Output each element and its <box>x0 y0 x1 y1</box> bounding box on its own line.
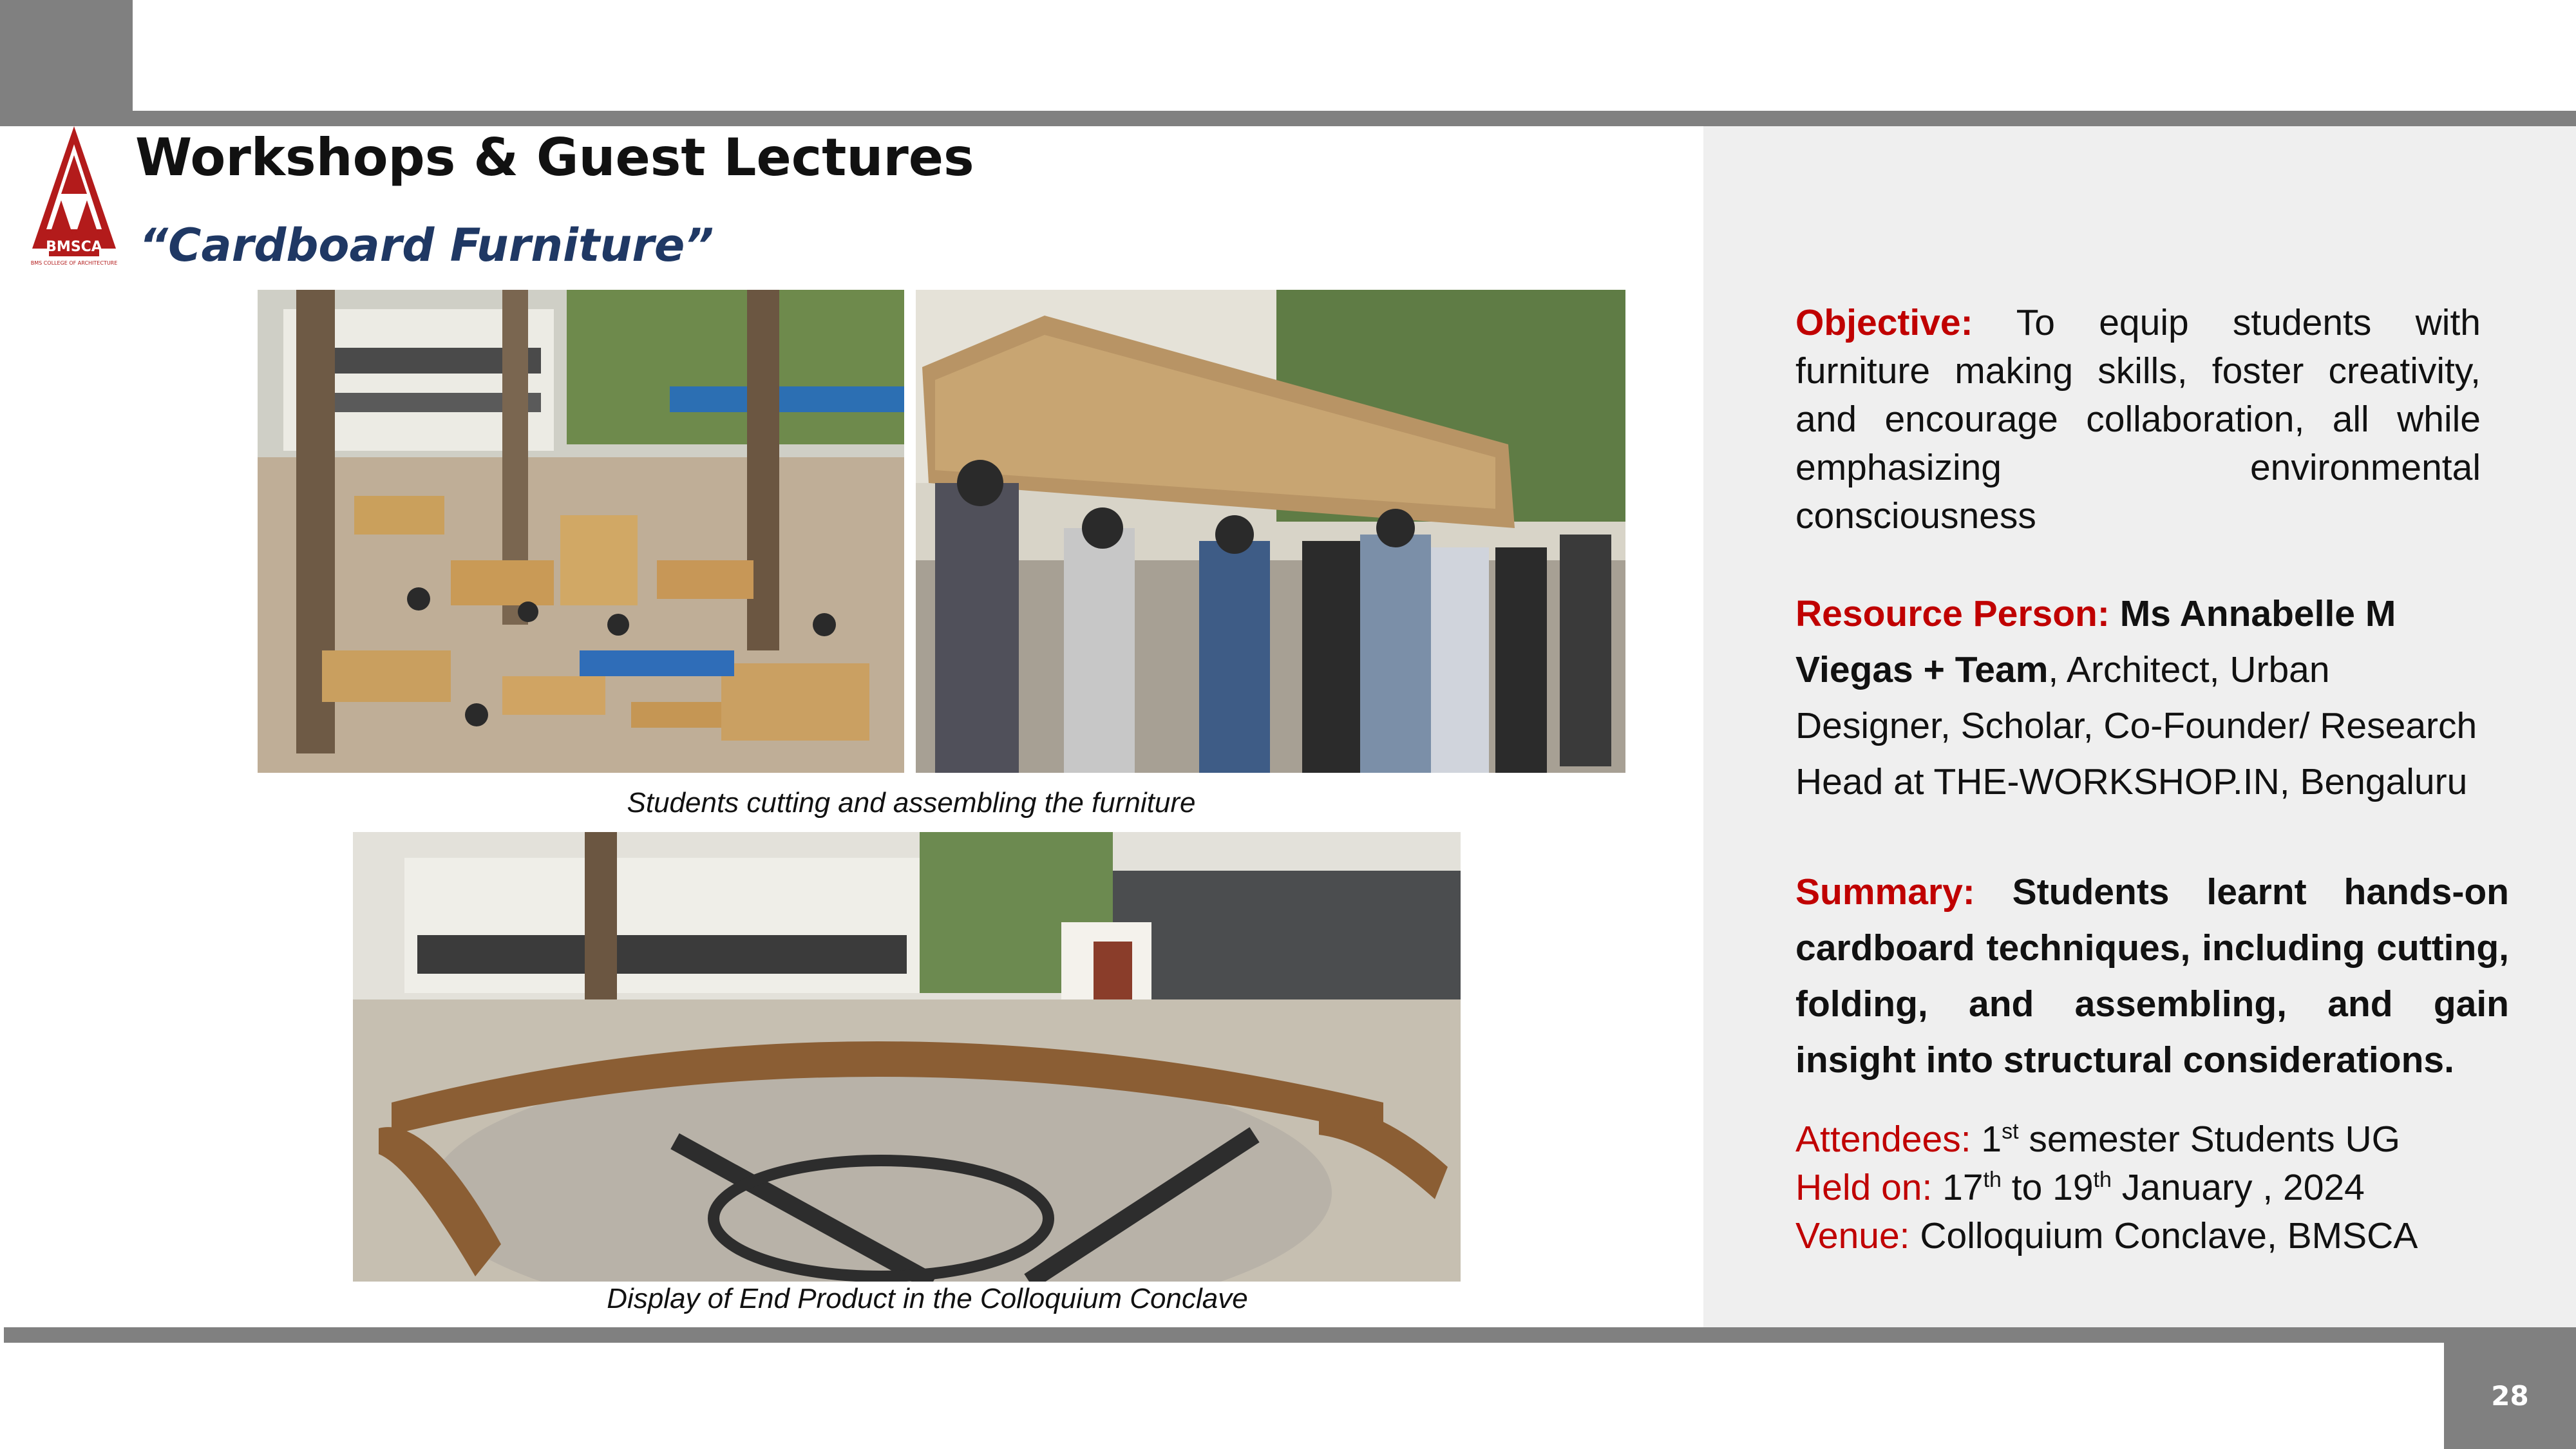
venue-line <box>1795 1212 2504 1260</box>
college-logo <box>26 126 122 268</box>
summary-label: Summary: <box>1795 871 1975 913</box>
objective-block <box>1795 299 2481 540</box>
event-details <box>1795 1115 2504 1260</box>
page-title: Workshops & Guest Lectures <box>135 128 974 187</box>
resource-label: Resource Person: <box>1795 593 2110 634</box>
resource-text: , Architect, Urban Designer, Scholar, Co-Founder/ Research Head at THE-WORKSHOP.IN, Bengaluru <box>1795 649 2477 802</box>
logo-text: BMSCA <box>46 239 102 255</box>
objective-label: Objective: <box>1795 302 1973 343</box>
photo-students-assembling <box>916 290 1625 773</box>
attendees-sup: st <box>2002 1119 2019 1144</box>
held-from: 17 <box>1942 1167 1984 1208</box>
summary-block <box>1795 864 2509 1088</box>
page-number: 28 <box>2491 1380 2529 1412</box>
held-on-line <box>1795 1164 2504 1212</box>
page-number-box <box>2444 1343 2576 1449</box>
held-from-sup: th <box>1983 1168 2002 1192</box>
venue-text: Colloquium Conclave, BMSCA <box>1920 1215 2418 1256</box>
held-to: to 19 <box>2011 1167 2094 1208</box>
objective-text: To equip students with furniture making skills, foster creativity, and encourage collaboration, all while emphasizing environmental consciousness <box>1795 302 2481 536</box>
attendees-number: 1 <box>1981 1119 2002 1160</box>
footer-rule <box>4 1327 2576 1343</box>
logo-subtext: BMS COLLEGE OF ARCHITECTURE <box>30 260 118 266</box>
held-on-label: Held on: <box>1795 1167 1933 1208</box>
caption-bottom: Display of End Product in the Colloquium Conclave <box>607 1283 1248 1314</box>
held-to-sup: th <box>2093 1168 2112 1192</box>
attendees-line <box>1795 1115 2504 1164</box>
attendees-label: Attendees: <box>1795 1119 1971 1160</box>
resource-name: Ms Annabelle M Viegas + Team <box>1795 593 2396 690</box>
workshop-subtitle: “Cardboard Furniture” <box>139 219 714 272</box>
photo-end-product <box>353 832 1461 1282</box>
photo-students-cutting <box>258 290 904 773</box>
held-rest: January , 2024 <box>2121 1167 2365 1208</box>
attendees-text: semester Students UG <box>2029 1119 2400 1160</box>
venue-label: Venue: <box>1795 1215 1910 1256</box>
header-rule <box>0 111 2576 126</box>
resource-person-block <box>1795 586 2481 810</box>
header-corner-block <box>0 0 133 126</box>
caption-top: Students cutting and assembling the furniture <box>627 787 1196 819</box>
summary-text: Students learnt hands-on cardboard techniques, including cutting, folding, and assembling, and gain insight into structural considerations. <box>1795 871 2509 1081</box>
